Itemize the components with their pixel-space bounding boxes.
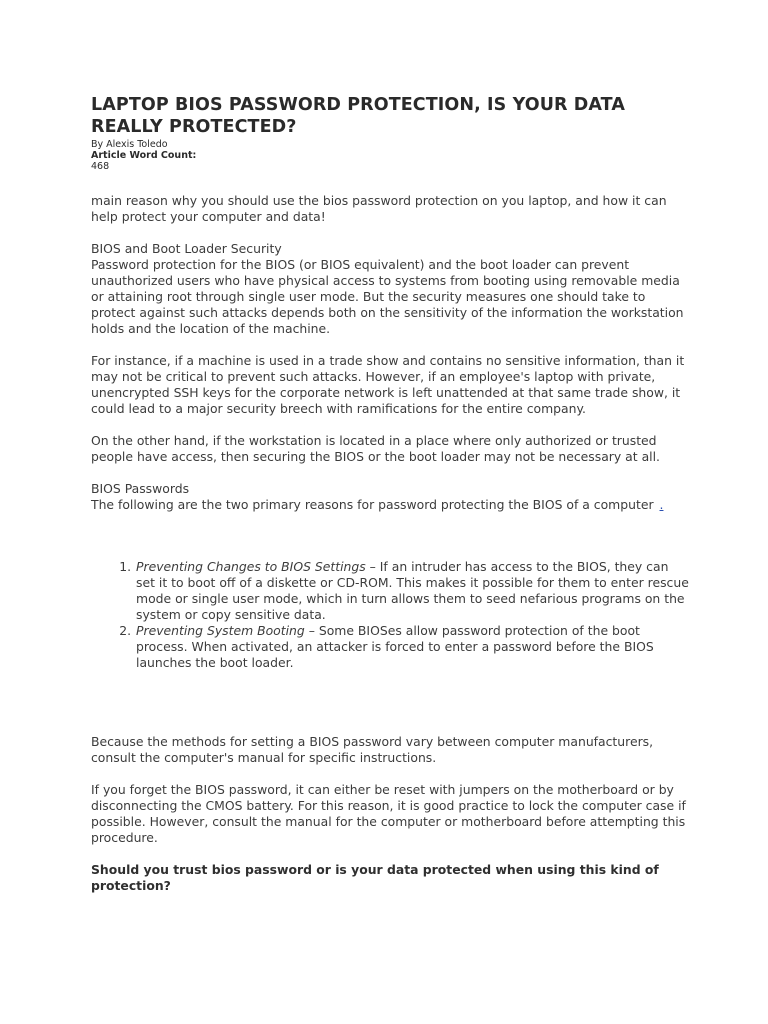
section-paragraph: Password protection for the BIOS (or BIOS equivalent) and the boot loader can prevent unauthorized users who have physical access to systems from booting using removable media or attaining root through single user mode. But the security measures one should take to protect against such attacks depends both on the sensitivity of the information the workstation holds and the location of the machine. — [91, 257, 684, 336]
article-title: LAPTOP BIOS PASSWORD PROTECTION, IS YOUR DATA REALLY PROTECTED? — [91, 95, 626, 137]
reason-title: Preventing System Booting — [136, 623, 305, 638]
reasons-list — [91, 559, 691, 671]
byline: By Alexis Toledo — [91, 139, 168, 150]
closing-question: Should you trust bios password or is your data protected when using this kind of protection? — [91, 862, 659, 893]
spacer — [91, 671, 691, 734]
paragraph-manual: Because the methods for setting a BIOS password vary between computer manufacturers, consult the computer's manual for specific instructions. — [91, 734, 654, 765]
list-item — [135, 559, 691, 623]
article — [91, 94, 691, 894]
reason-title: Preventing Changes to BIOS Settings — [136, 559, 366, 574]
reason-text: – Some BIOSes allow password protection of the boot process. When activated, an attacker is forced to enter a password before the BIOS launches the boot loader. — [136, 623, 654, 670]
list-item — [135, 623, 691, 671]
paragraph-forgot-password: If you forget the BIOS password, it can either be reset with jumpers on the motherboard or by disconnecting the CMOS battery. For this reason, it is good practice to lock the computer case if possible. However, consult the manual for the computer or motherboard before attempting this procedure. — [91, 782, 686, 845]
paragraph-trade-show: For instance, if a machine is used in a trade show and contains no sensitive information, than it may not be critical to prevent such attacks. However, if an employee's laptop with private, unencrypted SSH keys for the corporate network is left unattended at that same trade show, it could lead to a major security breech with ramifications for the entire company. — [91, 353, 685, 416]
section-paragraph — [91, 497, 691, 513]
footnote-link[interactable]: . — [659, 497, 664, 512]
word-count-value: 468 — [91, 161, 110, 172]
intro-paragraph: main reason why you should use the bios password protection on you laptop, and how it can help protect your computer and data! — [91, 193, 667, 224]
word-count-label: Article Word Count: — [91, 150, 197, 161]
paragraph-trusted-access: On the other hand, if the workstation is located in a place where only authorized or trusted people have access, then securing the BIOS or the boot loader may not be necessary at all. — [91, 433, 660, 464]
article-meta — [91, 139, 691, 172]
section-bios-passwords — [91, 481, 691, 513]
section-heading: BIOS Passwords — [91, 481, 190, 496]
spacer — [91, 513, 691, 559]
section-text: The following are the two primary reasons for password protecting the BIOS of a computer — [91, 497, 654, 512]
reason-text: – If an intruder has access to the BIOS, they can set it to boot off of a diskette or CD-ROM. This makes it possible for them to enter rescue mode or single user mode, which in turn allows them to seed nefarious programs on the system or copy sensitive data. — [136, 559, 689, 622]
section-heading: BIOS and Boot Loader Security — [91, 241, 282, 256]
section-bios-boot-loader — [91, 241, 691, 337]
